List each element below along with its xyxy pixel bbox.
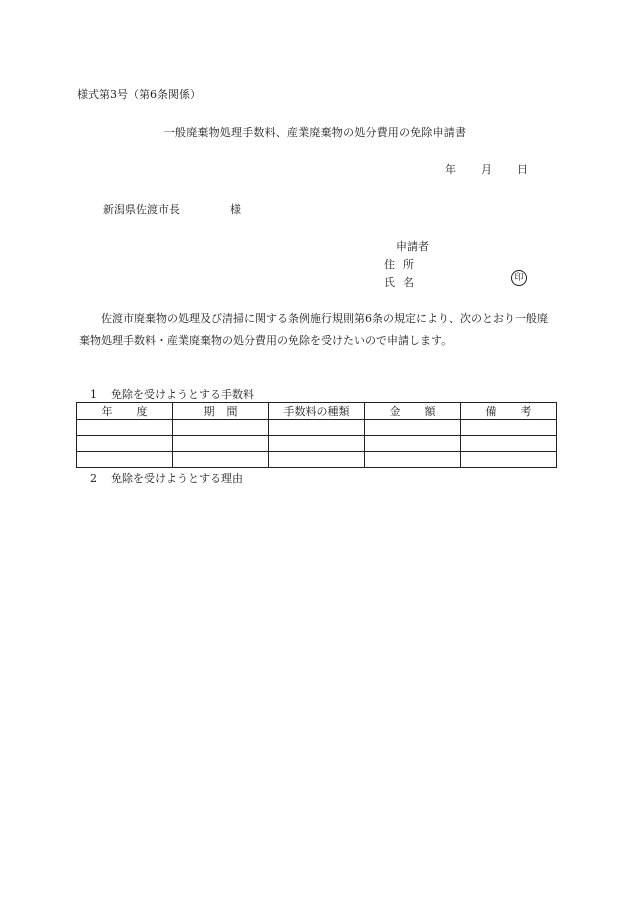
header-fee-type: 手数料の種類 — [269, 403, 365, 420]
table-cell[interactable] — [173, 452, 269, 468]
table-cell[interactable] — [365, 436, 461, 452]
table-cell[interactable] — [365, 420, 461, 436]
table-row — [77, 420, 557, 436]
section-1-heading — [90, 386, 254, 402]
date-day-label: 日 — [517, 163, 528, 176]
table-cell[interactable] — [269, 420, 365, 436]
table-cell[interactable] — [269, 436, 365, 452]
document-title: 一般廃棄物処理手数料、産業廃棄物の処分費用の免除申請書 — [163, 126, 467, 139]
section-1-number: 1 — [90, 388, 97, 401]
fee-table — [76, 402, 557, 468]
section-2-label: 免除を受けようとする理由 — [111, 472, 243, 485]
addressee-honorific: 様 — [230, 203, 241, 216]
table-cell[interactable] — [173, 420, 269, 436]
table-row — [77, 452, 557, 468]
form-id: 様式第3号（第6条関係） — [77, 88, 201, 101]
section-2-number: 2 — [90, 472, 97, 485]
table-row — [77, 436, 557, 452]
section-1-label: 免除を受けようとする手数料 — [111, 388, 254, 401]
table-cell[interactable] — [77, 420, 173, 436]
table-cell[interactable] — [461, 452, 557, 468]
table-cell[interactable] — [461, 420, 557, 436]
section-2-heading — [90, 470, 243, 486]
table-cell[interactable] — [461, 436, 557, 452]
table-cell[interactable] — [77, 452, 173, 468]
applicant-address-label: 住所 — [384, 258, 422, 271]
table-cell[interactable] — [173, 436, 269, 452]
table-cell[interactable] — [77, 436, 173, 452]
application-body-text: 佐渡市廃棄物の処理及び清掃に関する条例施行規則第6条の規定により、次のとおり一般廃棄物処理手数料・産業廃棄物の処分費用の免除を受けたいので申請します。 — [79, 312, 548, 347]
addressee-name: 新潟県佐渡市長 — [103, 203, 180, 216]
table-cell[interactable] — [269, 452, 365, 468]
date-month-label: 月 — [481, 163, 492, 176]
applicant-name-label: 氏名 — [384, 276, 422, 289]
fee-table-header-row — [77, 403, 557, 420]
seal-mark: 印 — [511, 270, 527, 286]
table-cell[interactable] — [365, 452, 461, 468]
date-year-label: 年 — [445, 163, 456, 176]
header-fiscal-year: 年度 — [77, 403, 173, 420]
header-amount: 金額 — [365, 403, 461, 420]
header-remarks: 備考 — [461, 403, 557, 420]
applicant-label: 申請者 — [396, 240, 429, 253]
header-period: 期間 — [173, 403, 269, 420]
